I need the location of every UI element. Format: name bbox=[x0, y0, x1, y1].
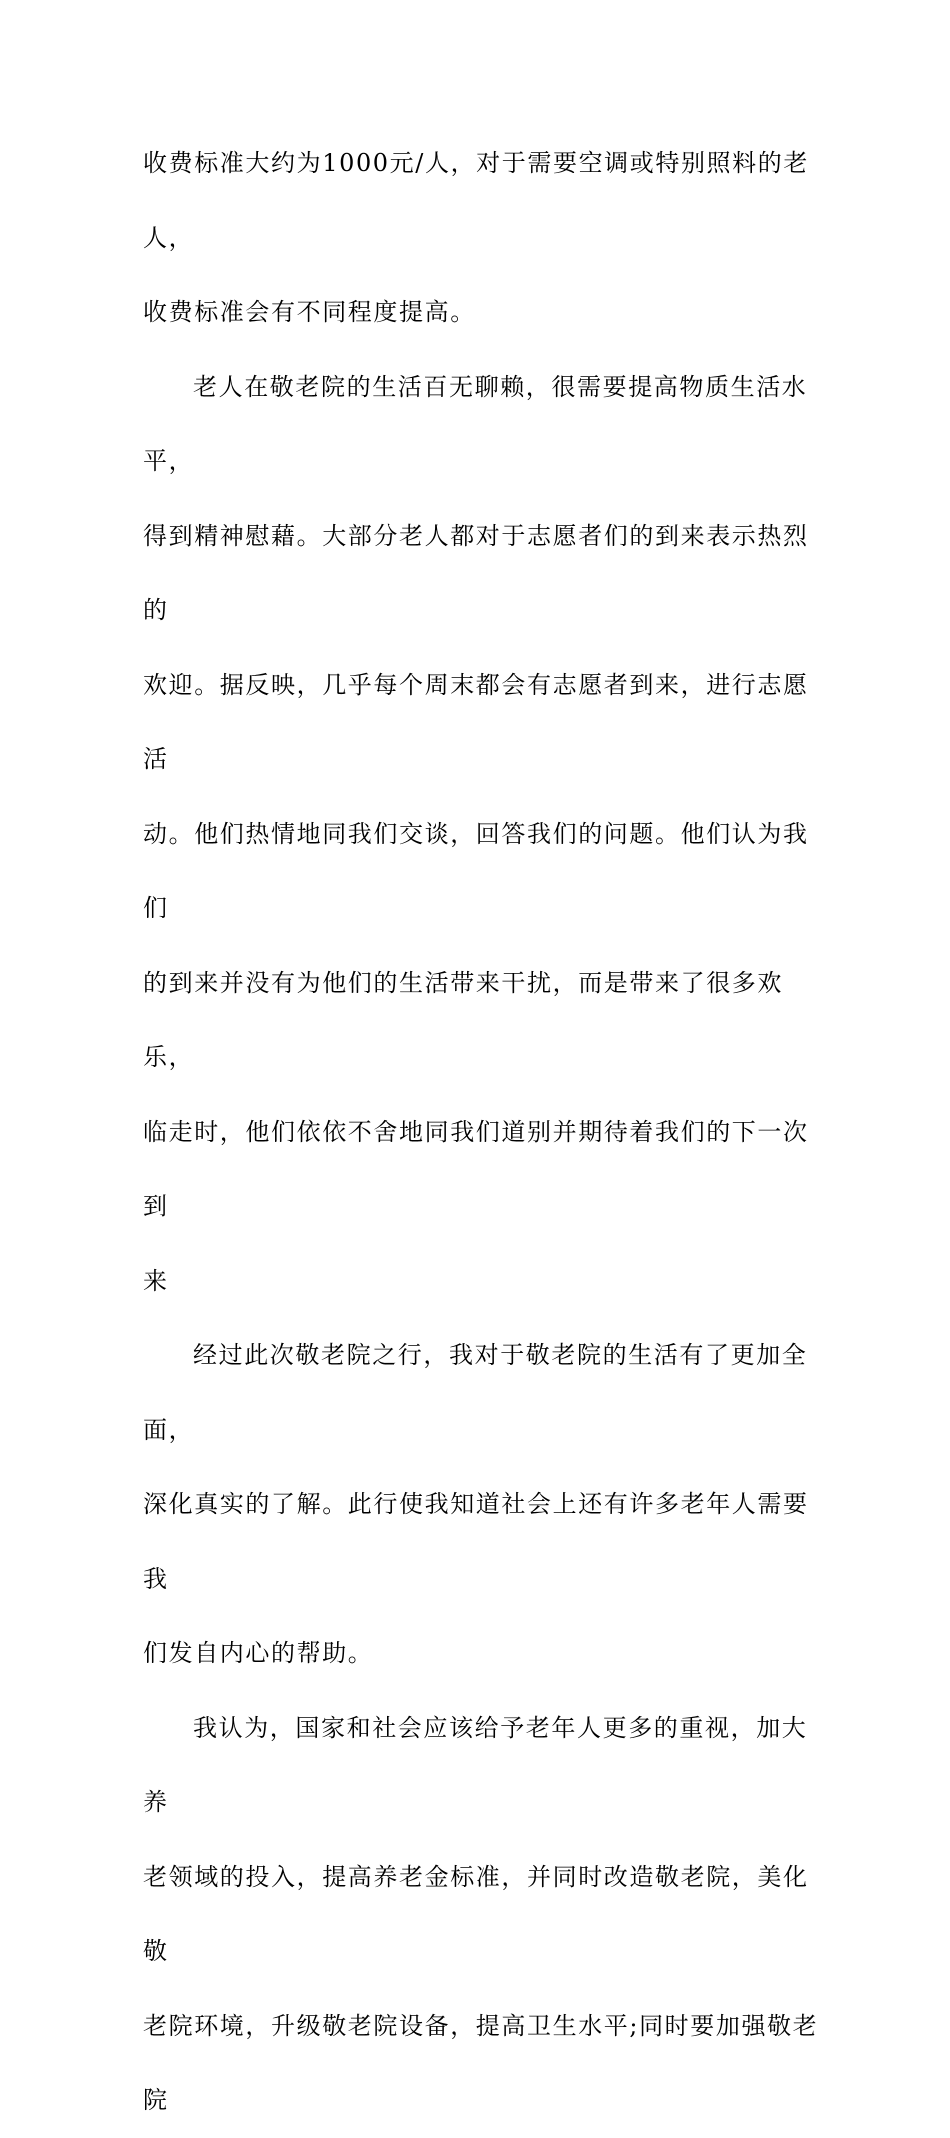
text-line: 老领域的投入，提高养老金标准，并同时改造敬老院，美化敬 bbox=[143, 1862, 809, 1965]
text-line: 得到精神慰藉。大部分老人都对于志愿者们的到来表示热烈的 bbox=[143, 521, 809, 624]
text-line: 收费标准大约为1000元/人，对于需要空调或特别照料的老人， bbox=[143, 149, 809, 252]
text-line: 老院环境，升级敬老院设备，提高卫生水平;同时要加强敬老院 bbox=[143, 2011, 819, 2114]
text-line: 收费标准会有不同程度提高。 bbox=[143, 298, 476, 326]
text-line: 欢迎。据反映，几乎每个周末都会有志愿者到来，进行志愿活 bbox=[143, 670, 809, 773]
text-line: 的到来并没有为他们的生活带来干扰，而是带来了很多欢乐， bbox=[143, 968, 783, 1071]
paragraph-4 bbox=[143, 1691, 823, 2138]
paragraph-3 bbox=[143, 1318, 823, 1691]
text-line: 深化真实的了解。此行使我知道社会上还有许多老年人需要我 bbox=[143, 1490, 809, 1593]
text-line: 老人在敬老院的生活百无聊赖，很需要提高物质生活水平， bbox=[143, 372, 808, 475]
paragraph-2 bbox=[143, 350, 823, 1319]
paragraph-1 bbox=[143, 126, 823, 350]
body-text bbox=[143, 126, 823, 2138]
text-line: 临走时，他们依依不舍地同我们道别并期待着我们的下一次到 bbox=[143, 1117, 809, 1220]
text-line: 动。他们热情地同我们交谈，回答我们的问题。他们认为我们 bbox=[143, 819, 809, 922]
text-line: 们发自内心的帮助。 bbox=[143, 1639, 374, 1667]
text-line: 经过此次敬老院之行，我对于敬老院的生活有了更加全面， bbox=[143, 1341, 808, 1444]
text-line: 来 bbox=[143, 1266, 169, 1295]
text-line: 我认为，国家和社会应该给予老年人更多的重视，加大养 bbox=[143, 1713, 808, 1816]
